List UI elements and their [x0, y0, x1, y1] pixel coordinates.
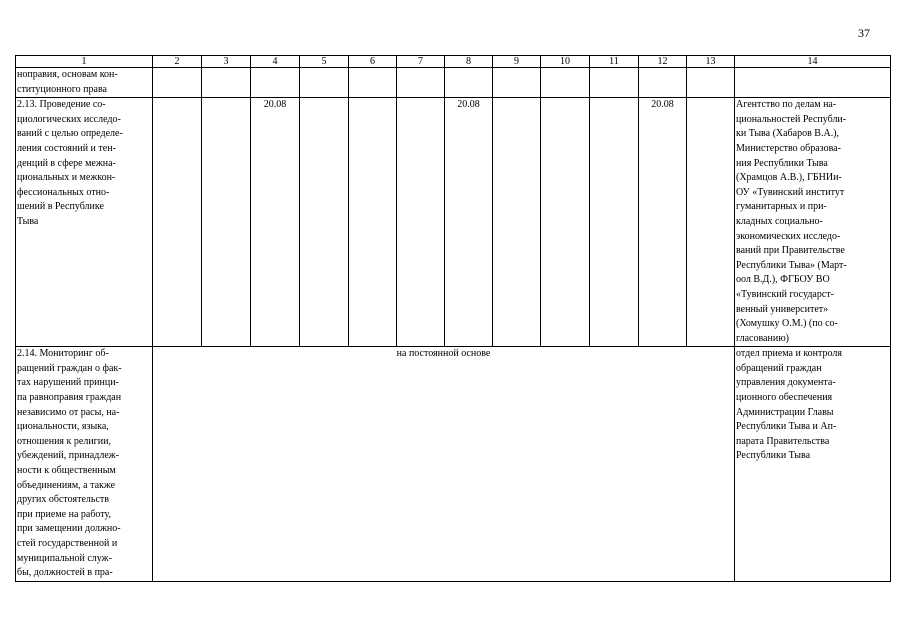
column-header: 13	[687, 56, 735, 68]
column-header: 8	[445, 56, 493, 68]
column-header: 12	[639, 56, 687, 68]
date-cell: 20.08	[639, 98, 687, 347]
page-number: 37	[858, 26, 870, 40]
date-cell: 20.08	[445, 98, 493, 347]
schedule-cell: на постоянной основе	[153, 347, 735, 582]
measure-cell: ноправия, основам кон- ституционного права	[16, 68, 153, 98]
column-header: 4	[251, 56, 300, 68]
column-header: 10	[541, 56, 590, 68]
column-number-row	[16, 56, 891, 68]
measure-cell: 2.14. Мониторинг об- ращений граждан о фак- тах нарушений принци- па равноправия граждан независимо от расы, на- циональности, языка, отношения к религии, убеждений, принадлеж- ности к общественным объединениям, а также других обстоятельств при приеме на работу, при замещении должно- стей государственной и муниципальной служ- бы, должностей в пра-	[16, 347, 153, 582]
column-header: 7	[397, 56, 445, 68]
column-header: 1	[16, 56, 153, 68]
column-header: 14	[735, 56, 891, 68]
plan-table	[15, 55, 891, 582]
date-cell: 20.08	[251, 98, 300, 347]
responsible-cell: Агентство по делам на- циональностей Республи- ки Тыва (Хабаров В.А.), Министерство образова- ния Республики Тыва (Храмцов А.В.), ГБНИи- ОУ «Тувинский институт гуманитарных и при- кладных социально- экономических исследо- ваний при Правительстве Республики Тыва» (Март- оол В.Д.), ФГБОУ ВО «Тувинский государст- венный университет» (Хомушку О.М.) (по со- гласованию)	[735, 98, 891, 347]
table-row-continuation	[16, 68, 891, 98]
responsible-cell: отдел приема и контроля обращений граждан управления документа- ционного обеспечения Администрации Главы Республики Тыва и Ап- парата Правительства Республики Тыва	[735, 347, 891, 582]
table-row-2-13	[16, 98, 891, 347]
column-header: 3	[202, 56, 251, 68]
column-header: 5	[300, 56, 349, 68]
measure-cell: 2.13. Проведение со- циологических исследо- ваний с целью определе- ления состояний и тен- денций в сфере межна- циональных и межкон- фессиональных отно- шений в Республике Тыва	[16, 98, 153, 347]
column-header: 11	[590, 56, 639, 68]
column-header: 9	[493, 56, 541, 68]
column-header: 6	[349, 56, 397, 68]
column-header: 2	[153, 56, 202, 68]
table-row-2-14	[16, 347, 891, 582]
